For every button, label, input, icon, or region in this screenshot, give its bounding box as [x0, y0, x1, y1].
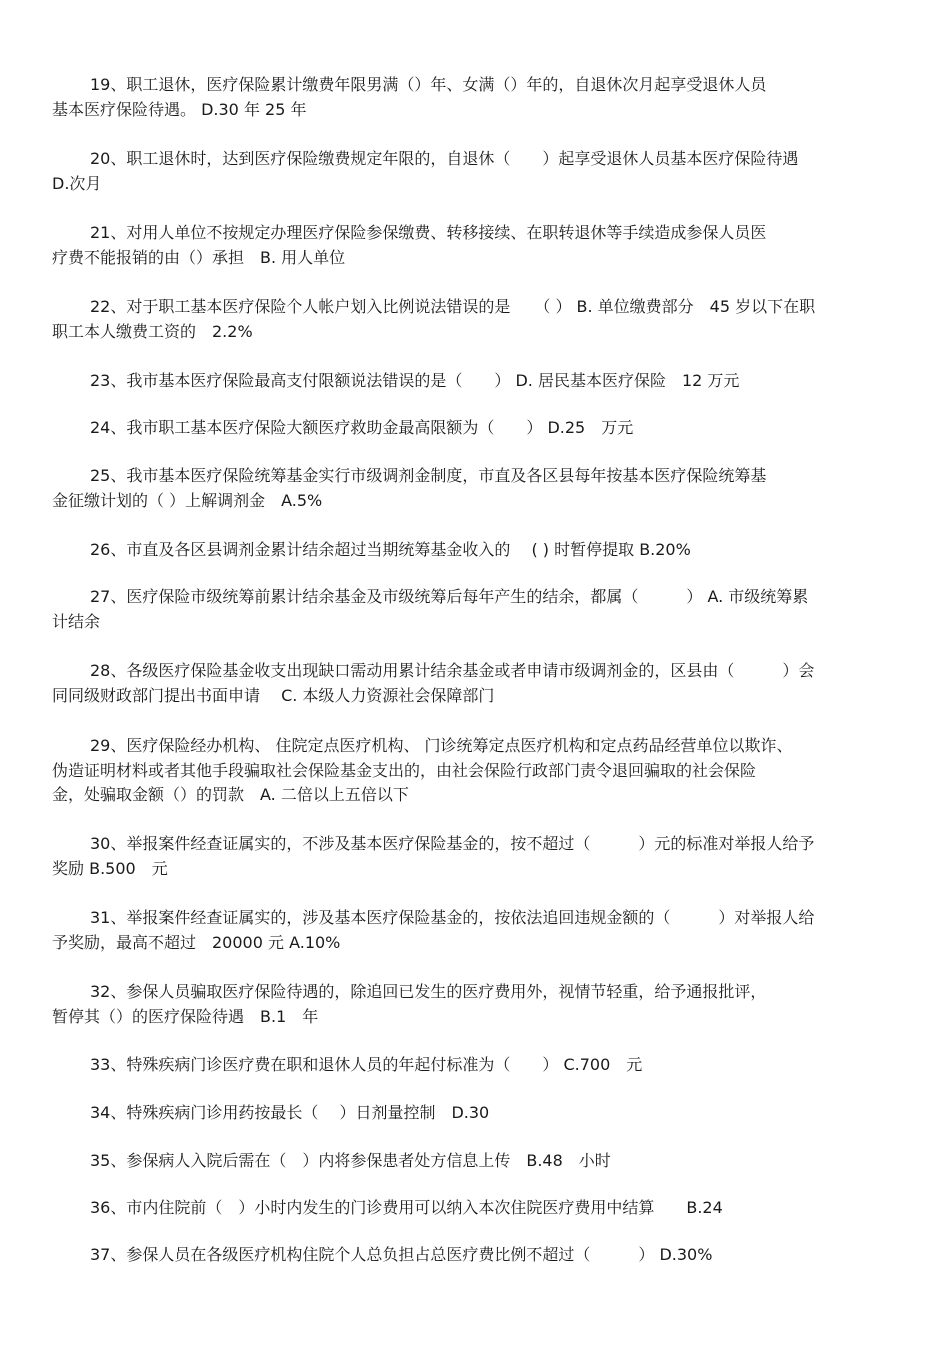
question-line: 予奖励，最高不超过 20000 元 A.10%: [52, 932, 341, 952]
question-line: 同同级财政部门提出书面申请 C. 本级人力资源社会保障部门: [52, 685, 495, 705]
question-line: 36、市内住院前（ ）小时内发生的门诊费用可以纳入本次住院医疗费用中结算 B.24: [90, 1198, 723, 1217]
question-line: 33、特殊疾病门诊医疗费在职和退休人员的年起付标准为（ ） C.700 元: [90, 1055, 643, 1074]
question-line: 23、我市基本医疗保险最高支付限额说法错误的是（ ） D. 居民基本医疗保险 12 万元: [90, 371, 740, 390]
question-24: [52, 416, 900, 441]
question-31: [52, 906, 900, 955]
question-line: 29、医疗保险经办机构、 住院定点医疗机构、 门诊统筹定点医疗机构和定点药品经营单位以欺诈、: [90, 736, 793, 755]
question-line: 金，处骗取金额（）的罚款 A. 二倍以上五倍以下: [52, 785, 409, 804]
question-25: [52, 464, 900, 513]
question-line: 伪造证明材料或者其他手段骗取社会保险基金支出的，由社会保险行政部门责令退回骗取的社会保险: [52, 760, 757, 780]
question-line: 31、举报案件经查证属实的，涉及基本医疗保险基金的，按依法追回违规金额的（ ）对举报人给: [90, 908, 815, 927]
question-line: 金征缴计划的（ ）上解调剂金 A.5%: [52, 490, 323, 510]
question-37: [52, 1243, 900, 1268]
question-19: [52, 73, 900, 122]
question-line: 27、医疗保险市级统筹前累计结余基金及市级统筹后每年产生的结余，都属（ ） A. 市级统筹累: [90, 587, 809, 606]
question-27: [52, 585, 900, 634]
question-line: 暂停其（）的医疗保险待遇 B.1 年: [52, 1006, 319, 1026]
question-35: [52, 1149, 900, 1174]
question-33: [52, 1053, 900, 1078]
question-line: 28、各级医疗保险基金收支出现缺口需动用累计结余基金或者申请市级调剂金的，区县由（ ）会: [90, 661, 815, 680]
question-line: 37、参保人员在各级医疗机构住院个人总负担占总医疗费比例不超过（ ） D.30%: [90, 1245, 713, 1264]
question-22: [52, 295, 900, 344]
question-line: 职工本人缴费工资的 2.2%: [52, 321, 253, 341]
question-line: 30、举报案件经查证属实的，不涉及基本医疗保险基金的，按不超过（ ）元的标准对举报人给予: [90, 834, 815, 853]
question-32: [52, 980, 900, 1029]
question-line: D.次月: [52, 173, 102, 193]
question-21: [52, 221, 900, 270]
question-line: 34、特殊疾病门诊用药按最长（ ）日剂量控制 D.30: [90, 1103, 490, 1122]
question-line: 奖励 B.500 元: [52, 858, 168, 878]
question-line: 35、参保病人入院后需在（ ）内将参保患者处方信息上传 B.48 小时: [90, 1151, 611, 1170]
question-line: 20、职工退休时，达到医疗保险缴费规定年限的，自退休（ ）起享受退休人员基本医疗保险待遇: [90, 149, 799, 168]
question-20: [52, 147, 900, 196]
question-line: 计结余: [52, 611, 101, 631]
question-28: [52, 659, 900, 708]
question-line: 19、职工退休，医疗保险累计缴费年限男满（）年、女满（）年的，自退休次月起享受退休人员: [90, 75, 767, 94]
question-36: [52, 1196, 900, 1221]
question-line: 24、我市职工基本医疗保险大额医疗救助金最高限额为（ ） D.25 万元: [90, 418, 634, 437]
question-29: [52, 734, 900, 808]
question-line: 22、对于职工基本医疗保险个人帐户划入比例说法错误的是 （ ） B. 单位缴费部分 45 岁以下在职: [90, 297, 816, 316]
question-34: [52, 1101, 900, 1126]
question-line: 疗费不能报销的由（）承担 B. 用人单位: [52, 247, 346, 267]
question-line: 21、对用人单位不按规定办理医疗保险参保缴费、转移接续、在职转退休等手续造成参保人员医: [90, 223, 767, 242]
question-line: 26、市直及各区县调剂金累计结余超过当期统筹基金收入的 ( ) 时暂停提取 B.20%: [90, 540, 691, 559]
question-26: [52, 538, 900, 563]
question-line: 32、参保人员骗取医疗保险待遇的，除追回已发生的医疗费用外，视情节轻重，给予通报批评，: [90, 982, 767, 1001]
question-line: 基本医疗保险待遇。 D.30 年 25 年: [52, 99, 307, 119]
question-23: [52, 369, 900, 394]
question-30: [52, 832, 900, 881]
question-line: 25、我市基本医疗保险统筹基金实行市级调剂金制度，市直及各区县每年按基本医疗保险统筹基: [90, 466, 767, 485]
